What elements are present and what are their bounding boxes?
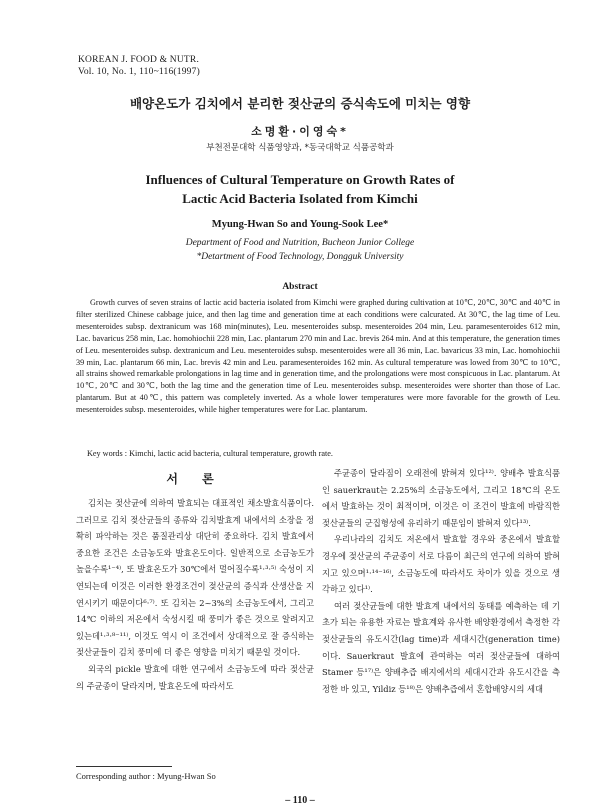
english-affiliation-2: *Detartment of Food Technology, Dongguk University [196,252,404,262]
section-title-introduction: 서 론 [166,472,224,486]
korean-authors: 소명환·이영숙* [251,125,349,138]
journal-name: KOREAN J. FOOD & NUTR. [78,55,200,65]
page-number: – 110 – [285,795,315,806]
paragraph: 김치는 젖산균에 의하여 발효되는 대표적인 채소발효식품이다. 그러므로 김치 젖산균들의 종류와 김치발효계 내에서의 소장을 정확히 파악하는 것은 품질관리상 대단히 중요하다. 김치 발효에서 중요한 조건은 소금농도와 발효온도이다. 일반적으로 소금농도가 높을수록¹⁻⁴⁾, 또 발효온도가 30℃에서 멀어질수록¹·³·⁵⁾ 숙성이 지연되는데 이것은 이러한 환경조건이 젖산균의 증식과 산생산을 지연시키기 때문이다⁶·⁷⁾. 또 김치는 2~3%의 소금농도에서, 그리고 14℃ 이하의 저온에서 숙성시킬 때 풍미가 좋은 것으로 알려지고 있는데¹·³·⁸⁻¹¹⁾, 이것도 역시 이 조건에서 상대적으로 잘 증식하는 젖산균들이 김치 풍미에 더 좋은 영향을 미치기 때문일 것이다. [76,498,314,658]
abstract-body: Growth curves of seven strains of lactic acid bacteria isolated from Kimchi were graphed during cultivation at 10℃, 20℃, 30℃ and 40℃ in filter sterilized Chinese cabbage juice, and then lag time and generation time at each conditions were calcurated. At 30℃, the lag time of Leu. mesenteroides subsp. dextranicum was 168 min(minutes), Leu. mesenteroides subsp. mesenteroides 204 min, Leu. paramesenteroides 612 min, Lac. bavaricus 258 min, Lac. homohiochii 228 min, Lac. plantarum 270 min and Lac. brevis 264 min. And at this temperature, the generation times of Leu. mesenteroides subsp. dextranicum and Leu. mesenteroides subsp. mesenteroides were all 36 min, Lac. bavaricus 33 min, Lac. homohiochii 39 min, Lac. plantarum 66 min, Lac. brevis 42 min and Leu. paramesenteroides 162 min. As cultural temperature was lowed from 30℃ to 10℃, all strains showed remarkable prolongations in lag time and in generation time, and the prolongations were most conspicuous in Lac. plantarum. At 10℃, 20℃ and 30℃, both the lag time and the generation time of Leu. mesenteroides subsp. mesenteroides were shorter than those of Lac. plantarum. But at 40℃, this pattern was completely inverted. As a whole lower temperatures were more favorable for the growth of Leu. mesenteroides subsp. mesenteroides, while higher temperatures were for Lac. plantarum. [76,298,560,415]
english-affiliation-1: Department of Food and Nutrition, Bucheon Junior College [185,238,415,248]
abstract-heading: Abstract [282,282,318,292]
paragraph: 우리나라의 김치도 저온에서 발효할 경우와 중온에서 발효할 경우에 젖산균의 주균종이 서로 다름이 최근의 연구에 의하여 밝혀지고 있으며¹·¹⁴⁻¹⁶⁾, 소금농도에 따라서도 차이가 있을 것으로 생각하고 있다¹⁾. [322,534,560,595]
left-column [76,495,314,694]
keywords: Key words : Kimchi, lactic acid bacteria, cultural temperature, growth rate. [87,449,333,458]
english-title-line-1: Influences of Cultural Temperature on Growth Rates of [145,172,455,187]
footnote-divider [76,766,172,767]
corresponding-author-footnote: Corresponding author : Myung-Hwan So [76,771,216,781]
paragraph: 여러 젖산균들에 대한 발효계 내에서의 동태를 예측하는 데 기초가 되는 유용한 자료는 발효계와 유사한 배양환경에서 측정한 각 젖산균들의 유도시간(lag time)과 세대시간(generation time)이다. Sauerkraut 발효에 관여하는 여러 젖산균들에 대하여 Stamer 등¹⁷⁾은 양배추즙 배지에서의 세대시간과 유도시간을 측정한 바 있고, Yildiz 등¹⁸⁾은 양배추즙에서 혼합배양시의 세대 [322,600,560,694]
right-column [322,465,560,697]
journal-volume: Vol. 10, No. 1, 110~116(1997) [78,67,200,77]
korean-affiliation: 부천전문대학 식품영양과, *동국대학교 식품공학과 [206,143,394,153]
english-title-line-2: Lactic Acid Bacteria Isolated from Kimchi [182,191,418,206]
korean-title: 배양온도가 김치에서 분리한 젖산균의 증식속도에 미치는 영향 [129,96,471,111]
english-authors: Myung-Hwan So and Young-Sook Lee* [211,219,389,230]
english-title [0,170,600,208]
english-affiliation [0,236,600,264]
paragraph: 외국의 pickle 발효에 대한 연구에서 소금농도에 따라 젖산균의 주균종이 달라지며, 발효온도에 따라서도 [76,663,314,691]
journal-header [78,54,200,78]
paragraph: 주균종이 달라짐이 오래전에 밝혀져 있다¹²⁾. 양배추 발효식품인 sauerkraut는 2.25%의 소금농도에서, 그리고 18℃의 온도에서 발효하는 것이 최적이며, 이것은 이 조건이 발효에 바람직한 젖산균들의 군집형성에 유리하기 때문임이 밝혀져 있다¹³⁾. [322,468,560,528]
